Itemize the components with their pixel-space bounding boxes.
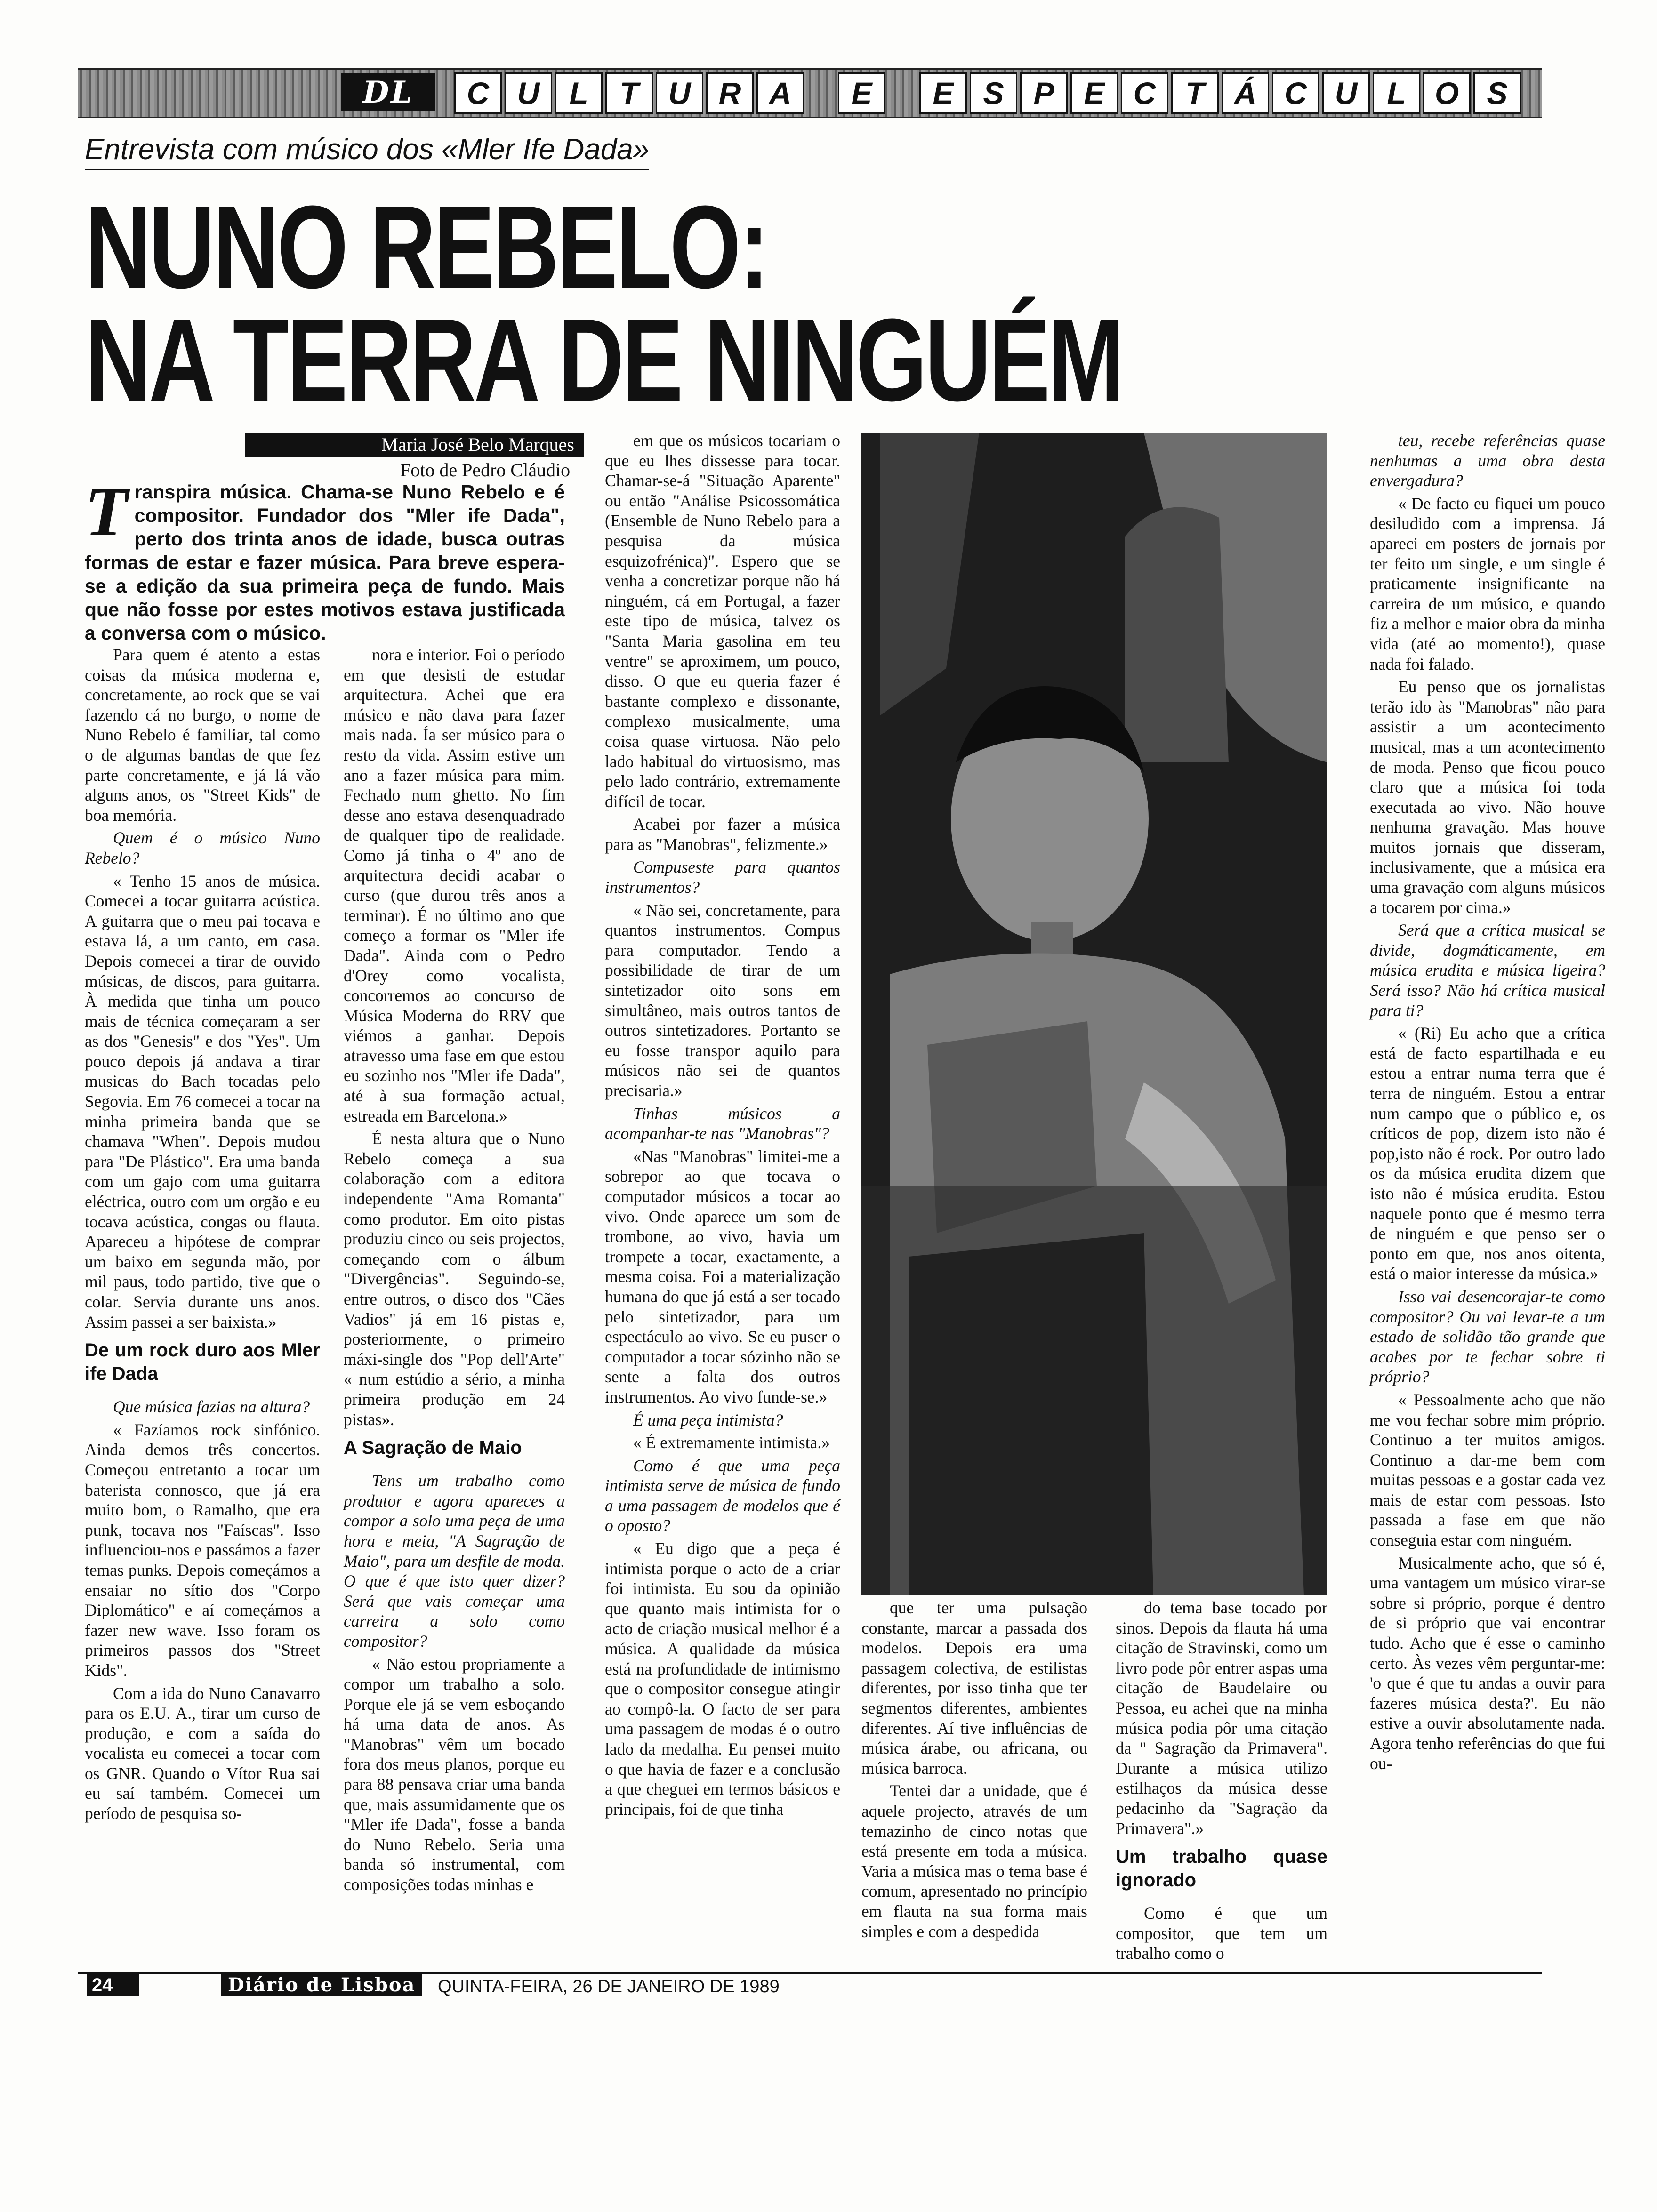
section-header (78, 68, 1542, 118)
section-letter: T (1171, 72, 1219, 114)
page-number: 24 (87, 1974, 139, 1996)
paragraph: « É extremamente intimista.» (633, 1433, 830, 1452)
paragraph: Como é que um compositor, que tem um trabalho como o (1116, 1904, 1327, 1963)
section-letter: O (1423, 72, 1471, 114)
subheading: A Sagração de Maio (344, 1437, 522, 1459)
section-letter: P (1020, 72, 1068, 114)
subheading: Um trabalho quase ignorado (1116, 1846, 1327, 1891)
letter-gap (888, 72, 917, 114)
byline: Maria José Belo Marques (245, 433, 584, 457)
article-kicker: Entrevista com músico dos «Mler Ife Dada» (85, 133, 649, 170)
paragraph: Com a ida do Nuno Canavarro para os E.U. A., tirar um curso de produção, e com a saída do vocalista eu comecei a tocar com os GNR. Quando o Vítor Rua sai eu saí também. Comecei um período de pesquisa so- (85, 1683, 320, 1823)
article-column-4 (861, 1598, 1087, 1944)
headline-line-1: NUNO REBELO: (85, 181, 767, 313)
section-letter: U (656, 72, 703, 114)
paragraph: « Eu digo que a peça é intimista porque o acto de a criar foi intimista. Eu sou da opinião que quanto mais intimista for o acto de criação musical melhor é a música. A qualidade da música está na profundidade de intimismo que o compositor consegue atingir ao compô-la. O facto de ser para uma passagem de modas é o outro lado da medalha. Eu pensei muito o que havia de fazer e a conclusão a que cheguei em termos básicos e principais, foi de que tinha (605, 1539, 840, 1819)
drop-cap: T (85, 473, 128, 551)
section-letter: E (1070, 72, 1118, 114)
section-letter: S (1473, 72, 1521, 114)
article-column-1 (85, 645, 320, 1827)
section-letter: U (505, 72, 552, 114)
paragraph: « De facto eu fiquei um pouco desiludido com a imprensa. Já apareci em posters de jornais por ter feito um single, e um single é praticamente insignificante na carreira de um músico, e quando fiz a melhor e maior obra da minha vida (até ao momento!), quase nada foi falado. (1370, 494, 1605, 673)
section-letter: L (555, 72, 603, 114)
newspaper-name: Diário de Lisboa (221, 1974, 422, 1996)
photo-credit: Foto de Pedro Cláudio (400, 459, 571, 481)
paragraph: « Não sei, concretamente, para quantos instrumentos. Compus para computador. Tendo a possibilidade de tirar de um sintetizador oito sons em simultâneo, mais outros tantos de outros sintetizadores. Portanto se eu fosse transpor aquilo para músicos não sei de quantos precisaria.» (605, 900, 840, 1100)
interview-question: Isso vai desencorajar-te como compositor? Ou vai levar-te a um estado de solidão tão grande que acabes por te fechar sobre ti próprio? (1370, 1287, 1605, 1387)
headline-line-2: NA TERRA DE NINGUÉM (85, 294, 1123, 425)
interview-question: teu, recebe referências quase nenhumas a uma obra desta envergadura? (1370, 431, 1605, 490)
paragraph: Acabei por fazer a música para as "Manobras", felizmente.» (605, 815, 840, 854)
portrait-photo (861, 433, 1327, 1595)
section-letter: T (605, 72, 653, 114)
section-letter: U (1322, 72, 1370, 114)
article-lead (85, 473, 565, 645)
section-letter: A (756, 72, 804, 114)
interview-question: Como é que uma peça intimista serve de música de fundo a uma passagem de modelos que é o oposto? (605, 1456, 840, 1535)
section-letter: E (919, 72, 967, 114)
paragraph: Tentei dar a unidade, que é aquele projecto, através de um temazinho de cinco notas que está presente em toda a música. Varia a música mas o tema base é comum, apresentado no princípio em flauta na sua forma mais simples e com a despedida (861, 1781, 1087, 1941)
paragraph: Para quem é atento a estas coisas da música moderna e, concretamente, ao rock que se vai fazendo cá no burgo, o nome de Nuno Rebelo é familiar, tal como o de algumas bandas de que fez parte concretamente, e já lá vão alguns anos, os "Street Kids" de boa memória. (85, 645, 320, 825)
paragraph: « Pessoalmente acho que não me vou fechar sobre mim próprio. Continuo a ter muitos amigos. Continuo a dar-me bem com muitas pessoas e a gostar cada vez mais de estar com pessoas. Isto passada a fase em que não conseguia estar com ninguém. (1370, 1390, 1605, 1550)
paragraph: «Nas "Manobras" limitei-me a sobrepor ao que tocava o computador músicos a tocar ao vivo. Onde aparece um som de trombone, ao vivo, havia um trompete a tocar, exactamente, a mesma coisa. Foi a materialização humana do que já está a ser tocado pelo sintetizador, para um espectáculo ao vivo. Se eu puser o computador a tocar sózinho não se sente a falta dos outros instrumentos. Ao vivo funde-se.» (605, 1146, 840, 1406)
paragraph: « Não estou propriamente a compor um trabalho a solo. Porque ele já se vem esboçando há uma data de anos. As "Manobras" vêm um bocado fora dos meus planos, porque eu para 88 pensava criar uma banda que, mais assumidamente que os "Mler ife Dada", fosse a banda do Nuno Rebelo. Seria uma banda só instrumental, com composições todas minhas e (344, 1654, 565, 1894)
paragraph: Musicalmente acho, que só é, uma vantagem um músico virar-se sobre si próprio, porque é dentro de si próprio que vai encontrar tudo. Acho que é esse o caminho certo. Às vezes vêm perguntar-me: 'o que é que tu andas a ouvir para fazeres música desta?'. Eu não estive a ouvir absolutamente nada. Agora tenho referências do que fui ou- (1370, 1553, 1605, 1773)
section-letter: C (454, 72, 502, 114)
section-letter: R (706, 72, 754, 114)
section-title (454, 72, 1521, 114)
interview-question: Tinhas músicos a acompanhar-te nas "Manobras"? (605, 1104, 840, 1143)
interview-question: É uma peça intimista? (633, 1410, 783, 1429)
section-letter: L (1373, 72, 1420, 114)
interview-question: Que música fazias na altura? (113, 1397, 310, 1417)
article-column-3 (605, 431, 840, 1822)
paragraph: « Fazíamos rock sinfónico. Ainda demos três concertos. Começou entretanto a tocar um baterista connosco, que já era muito bom, o Ramalho, que era punk, tocava nos "Faíscas". Isso influenciou-nos e passámos a fazer temas punks. Depois começámos a ensaiar no sítio dos "Corpo Diplomático" e aí começámos a fazer new wave. Isso foram os primeiros passos dos "Street Kids". (85, 1420, 320, 1680)
section-letter: C (1272, 72, 1319, 114)
paragraph: « (Ri) Eu acho que a crítica está de facto espartilhada e eu estou a entrar numa terra que é terra de ninguém. Estou a entrar num campo que o público e, os críticos de pop, dizem isto não é pop,isto não é rock. Por outro lado os da música erudita dizem que isto não é música erudita. Estou naquele ponto que é mesmo terra de ninguém e que penso ser o ponto em que, nos anos oitenta, está o maior interesse da música.» (1370, 1024, 1605, 1283)
article-column-6 (1370, 431, 1605, 1776)
section-letter: Á (1222, 72, 1269, 114)
section-letter: E (838, 72, 885, 114)
paragraph: Eu penso que os jornalistas terão ido às "Manobras" não para assistir a um acontecimento musical, mas a um acontecimento de moda. Penso que ficou pouco claro que a música foi toda executada ao vivo. Não houve nenhuma gravação. Mas houve muitos jornais que disseram, inclusivamente, que a música era uma gravação com alguns músicos a tocarem por cima.» (1370, 677, 1605, 917)
interview-question: Tens um trabalho como produtor e agora apareces a compor a solo uma peça de uma hora e meia, "A Sagração de Maio", para um desfile de moda. O que é que isto quer dizer? Será que vais começar uma carreira a solo como compositor? (344, 1471, 565, 1651)
interview-question: Compuseste para quantos instrumentos? (605, 858, 840, 897)
letter-gap (807, 72, 835, 114)
section-letter: C (1121, 72, 1168, 114)
paragraph: em que os músicos tocariam o que eu lhes dissesse para tocar. Chamar-se-á "Situação Aparente" ou então "Análise Psicossomática (Ensemble de Nuno Rebelo para a pesquisa da música esquizofrénica)". Espero que se venha a concretizar porque não há ninguém, cá em Portugal, a fazer este tipo de música, talvez os "Santa Maria gasolina em teu ventre" se aproximem, um pouco, disso. O que eu queria fazer é bastante complexo e dissonante, complexo musicalmente, uma coisa quase virtuosa. Não pelo lado habitual do virtuosismo, mas pelo lado contrário, extremamente difícil de tocar. (605, 431, 840, 811)
paragraph: « Tenho 15 anos de música. Comecei a tocar guitarra acústica. A guitarra que o meu pai tocava e estava lá, a um canto, em casa. Depois comecei a tirar de ouvido músicas, de discos, para guitarra. À medida que tinha um pouco mais de técnica começaram a ser as dos "Genesis" e dos "Yes". Um pouco depois já andava a tirar musicas do Bach tocadas pelo Segovia. Em 76 comecei a tocar na minha primeira banda que se chamava "When". Depois mudou para "De Plástico". Era uma banda com um gajo com uma guitarra eléctrica, outro com um orgão e eu tocava acústica, congas ou flauta. Apareceu a hipótese de comprar um baixo em segunda mão, por mil paus, todo partido, tive que o colar. Servia durante uns anos. Assim passei a ser baixista.» (85, 871, 320, 1331)
paragraph: É nesta altura que o Nuno Rebelo começa a sua colaboração com a editora independente "Ama Romanta" como produtor. Em oito pistas produziu cinco ou seis projectos, começando com o álbum "Divergências". Seguindo-se, entre outros, o disco dos "Cães Vadios" já em 16 pistas e, posteriormente, o primeiro máxi-single dos "Pop dell'Arte" « num estúdio a sério, a minha primeira produção em 24 pistas». (344, 1129, 565, 1429)
section-letter: S (970, 72, 1017, 114)
lead-text: ranspira música. Chama-se Nuno Rebelo e é compositor. Fundador dos "Mler ife Dada", perto dos trinta anos de idade, busca outras formas de estar e fazer música. Para breve espera-se a edição da sua primeira peça de fundo. Mais que não fosse por estes motivos estava justificada a conversa com o músico. (85, 481, 565, 644)
paragraph: que ter uma pulsação constante, marcar a passada dos modelos. Depois era uma passagem colectiva, de estilistas diferentes, por isso tinha que ter segmentos diferentes, ambientes diferentes. Aí tive influências de música árabe, ou africana, ou música barroca. (861, 1598, 1087, 1778)
newspaper-logo: DL (341, 73, 435, 111)
issue-date: QUINTA-FEIRA, 26 DE JANEIRO DE 1989 (438, 1977, 780, 1996)
paragraph: do tema base tocado por sinos. Depois da flauta há uma citação de Stravinski, como um livro pode pôr entrer aspas uma citação de Baudelaire ou Pessoa, eu achei que na minha música podia pôr uma citação da " Sagração da Primavera". Durante a música utilizo estilhaços da música desse pedacinho da "Sagração da Primavera".» (1116, 1598, 1327, 1838)
subheading: De um rock duro aos Mler ife Dada (85, 1340, 320, 1385)
paragraph: nora e interior. Foi o período em que desisti de estudar arquitectura. Achei que era músico e não dava para fazer mais nada. Ía ser músico para o resto da vida. Assim estive um ano a fazer música para mim. Fechado num ghetto. No fim desse ano estava desenquadrado de qualquer tipo de realidade. Como já tinha o 4º ano de arquitectura decidi acabar o curso (que durou três anos a terminar). É no último ano que começo a formar os "Mler ife Dada". Ainda com o Pedro d'Orey como vocalista, concorremos ao concurso de Música Moderna do RRV que viémos a ganhar. Depois atravesso uma fase em que estou eu sozinho nos "Mler ife Dada", até à sua formação actual, estreada em Barcelona.» (344, 645, 565, 1125)
interview-question: Quem é o músico Nuno Rebelo? (85, 828, 320, 867)
article-column-5 (1116, 1598, 1327, 1966)
article-column-2 (344, 645, 565, 1898)
interview-question: Será que a crítica musical se divide, dogmáticamente, em música erudita e música ligeira? Será isso? Não há crítica musical para ti? (1370, 921, 1605, 1020)
